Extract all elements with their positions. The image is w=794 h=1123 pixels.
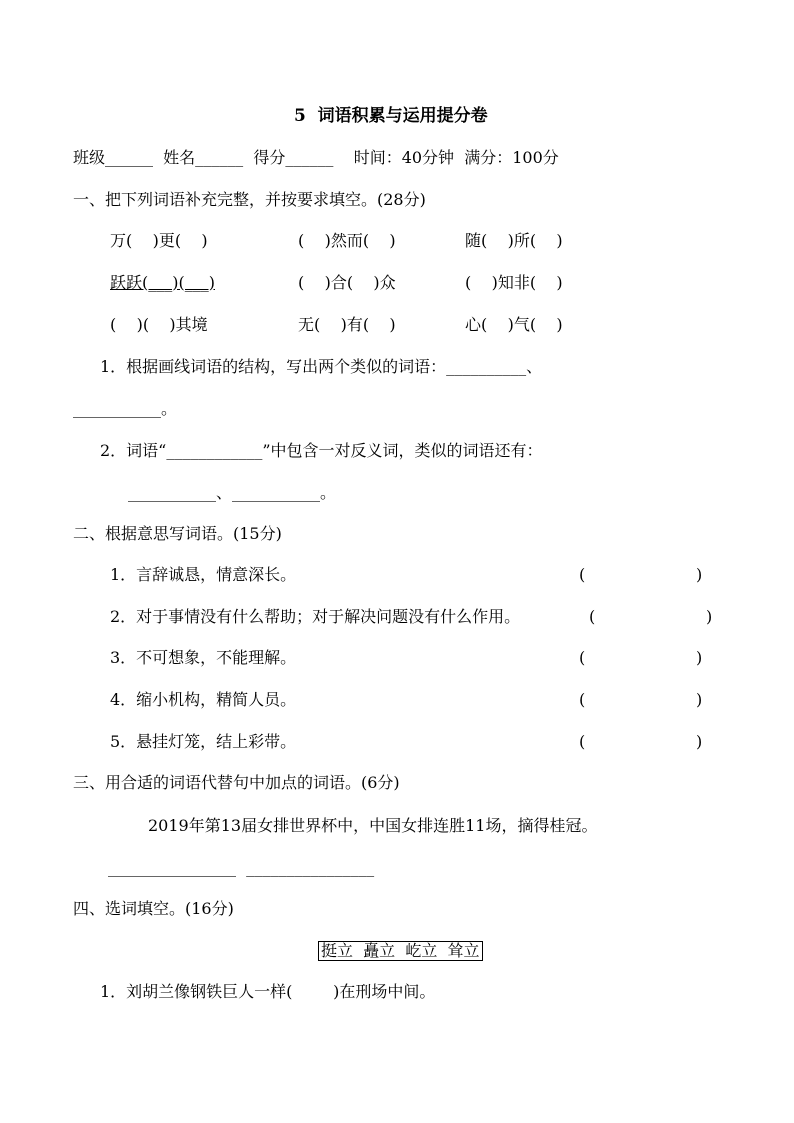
answer-bracket-close: ) — [706, 607, 713, 626]
idiom-cell: 无( )有( ) — [298, 315, 396, 334]
page-title: 5 词语积累与运用提分卷 — [294, 106, 488, 126]
section-3-sentence: 2019年第13届女排世界杯中，中国女排连胜11场，摘得桂冠。 — [148, 816, 598, 835]
definition-item: 3．不可想象，不能理解。 — [110, 648, 297, 667]
definition-item: 2．对于事情没有什么帮助；对于解决问题没有什么作用。 — [110, 607, 521, 626]
definition-item: 5．悬挂灯笼，结上彩带。 — [110, 732, 297, 751]
section-3-heading: 三、用合适的词语代替句中加点的词语。(6分) — [73, 773, 400, 792]
section-4-heading: 四、选词填空。(16分) — [73, 899, 234, 918]
idiom-cell: 万( )更( ) — [110, 231, 208, 250]
student-info-line: 班级______ 姓名______ 得分______ 时间：40分钟 满分：100分 — [73, 148, 559, 167]
answer-bracket-close: ) — [696, 565, 703, 584]
answer-bracket-open: ( — [579, 690, 586, 709]
question-4-1: 1．刘胡兰像钢铁巨人一样( )在刑场中间。 — [100, 982, 436, 1001]
question-1-1: 1．根据画线词语的结构，写出两个类似的词语：__________、 — [100, 357, 543, 376]
idiom-cell: ( )( )其境 — [110, 315, 208, 334]
answer-bracket-open: ( — [579, 732, 586, 751]
definition-item: 1．言辞诚恳，情意深长。 — [110, 565, 297, 584]
answer-bracket-open: ( — [579, 565, 586, 584]
idiom-cell: ( )合( )众 — [298, 273, 396, 292]
answer-bracket-close: ) — [696, 732, 703, 751]
word-choice-box: 挺立 矗立 屹立 耸立 — [318, 941, 483, 961]
idiom-cell: ( )然而( ) — [298, 231, 396, 250]
section-2-heading: 二、根据意思写词语。(15分) — [73, 524, 282, 543]
answer-bracket-close: ) — [696, 648, 703, 667]
answer-bracket-close: ) — [696, 690, 703, 709]
section-1-heading: 一、把下列词语补充完整，并按要求填空。(28分) — [73, 190, 426, 209]
idiom-cell: ( )知非( ) — [465, 273, 563, 292]
question-1-1-cont: ___________。 — [73, 399, 178, 418]
idiom-cell: 随( )所( ) — [465, 231, 563, 250]
question-1-2: 2．词语“____________”中包含一对反义词，类似的词语还有： — [100, 441, 543, 460]
idiom-cell: 心( )气( ) — [465, 315, 563, 334]
question-1-2-cont: ___________、___________。 — [128, 483, 337, 502]
answer-bracket-open: ( — [589, 607, 596, 626]
idiom-cell-underlined: 跃跃(___)(___) — [110, 273, 215, 292]
definition-item: 4．缩小机构，精简人员。 — [110, 690, 297, 709]
answer-bracket-open: ( — [579, 648, 586, 667]
section-3-blanks: ________________ ________________ — [108, 858, 375, 877]
